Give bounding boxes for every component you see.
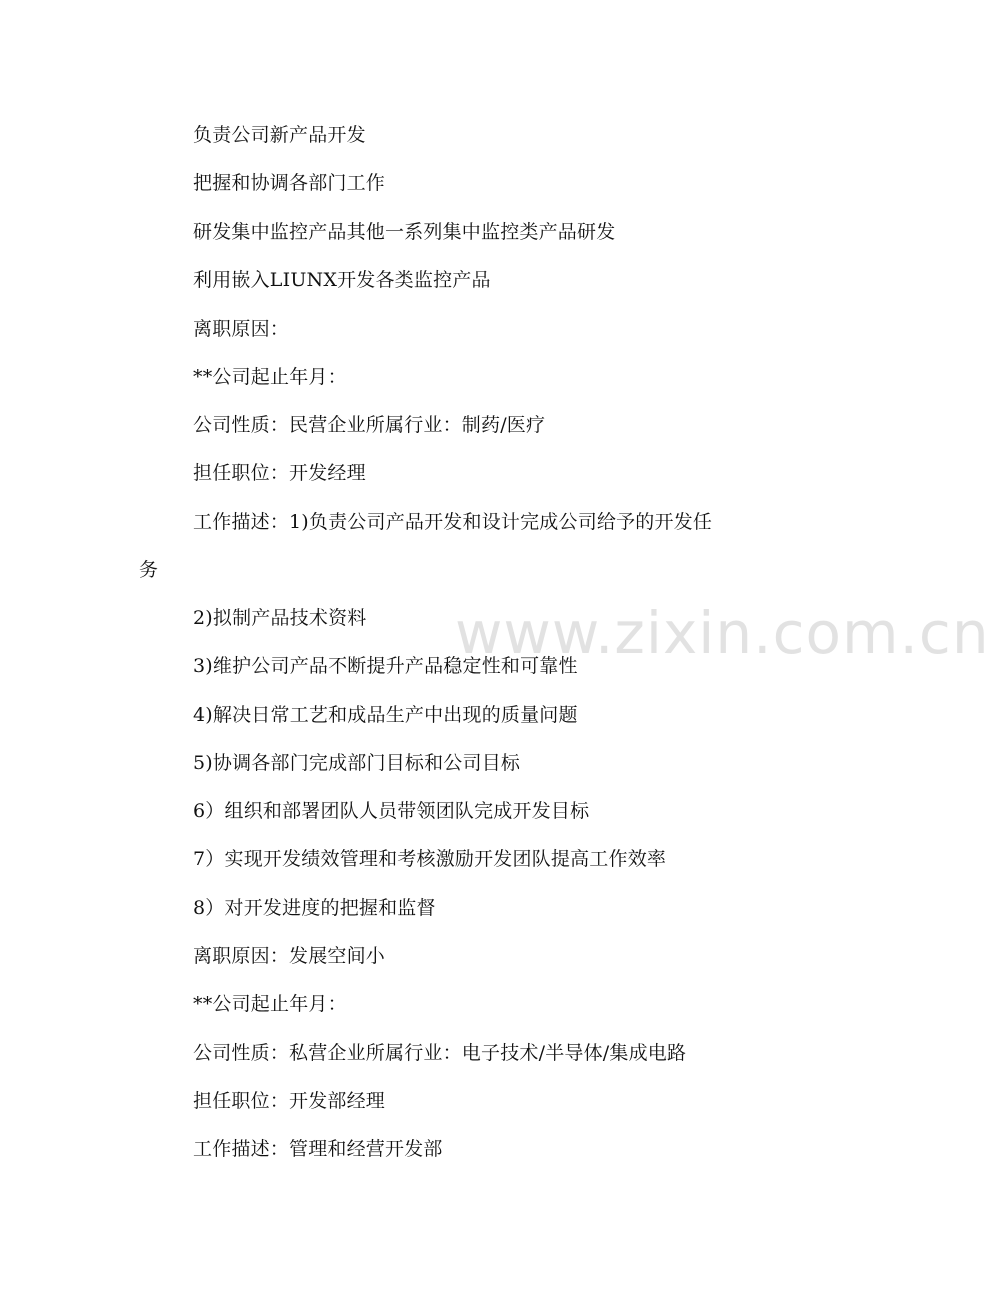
text-line: 离职原因：发展空间小 [193, 945, 386, 967]
text-line: 4)解决日常工艺和成品生产中出现的质量问题 [193, 704, 578, 726]
text-line: 公司性质：民营企业所属行业：制药/医疗 [193, 414, 546, 436]
text-line: **公司起止年月： [193, 366, 347, 388]
text-line: 工作描述：1)负责公司产品开发和设计完成公司给予的开发任 [193, 511, 713, 533]
text-line: 利用嵌入LIUNX开发各类监控产品 [193, 269, 491, 291]
text-line: 负责公司新产品开发 [193, 124, 366, 146]
text-line: 5)协调各部门完成部门目标和公司目标 [193, 752, 521, 774]
text-line: 研发集中监控产品其他一系列集中监控类产品研发 [193, 221, 616, 243]
text-line: 离职原因： [193, 318, 290, 340]
text-line: 2)拟制产品技术资料 [193, 607, 367, 629]
watermark-text: www.zixin.com.cn [455, 599, 990, 667]
text-line: 公司性质：私营企业所属行业：电子技术/半导体/集成电路 [193, 1042, 687, 1064]
text-line: 把握和协调各部门工作 [193, 172, 386, 194]
text-line: 3)维护公司产品不断提升产品稳定性和可靠性 [193, 655, 578, 677]
text-line: **公司起止年月： [193, 993, 347, 1015]
text-line: 工作描述：管理和经营开发部 [193, 1138, 443, 1160]
text-line: 7）实现开发绩效管理和考核激励开发团队提高工作效率 [193, 848, 667, 870]
text-line: 8）对开发进度的把握和监督 [193, 897, 436, 919]
text-line: 务 [139, 559, 159, 581]
text-line: 担任职位：开发部经理 [193, 1090, 386, 1112]
text-line: 担任职位：开发经理 [193, 462, 366, 484]
text-line: 6）组织和部署团队人员带领团队完成开发目标 [193, 800, 590, 822]
